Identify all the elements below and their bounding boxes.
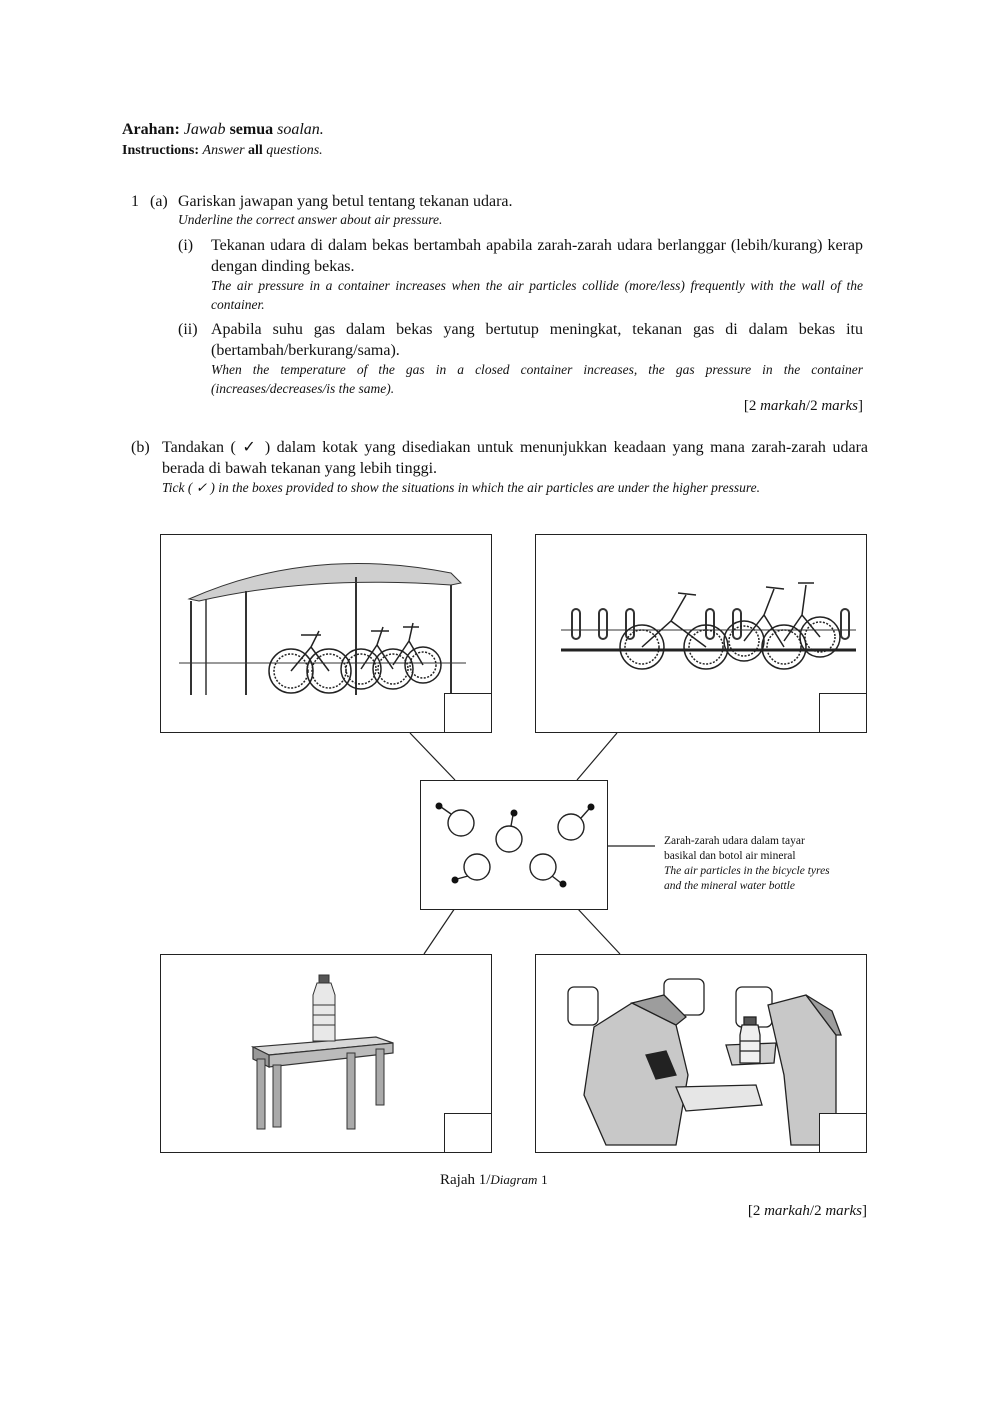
bicycle-shelter-illustration <box>161 535 491 732</box>
bicycle-rack-illustration <box>536 535 866 732</box>
image-air-particles <box>420 780 608 910</box>
image-bicycle-rack <box>535 534 867 733</box>
instructions-ms-word1: Jawab <box>183 121 226 138</box>
part-b-marks <box>748 1203 867 1220</box>
part-b-marks-open: [2 <box>747 1203 761 1219</box>
caption-number: 1 <box>541 1172 548 1187</box>
bottle-table-illustration <box>161 955 491 1152</box>
part-b-marks-ms: markah <box>764 1203 810 1219</box>
tick-box-bottle-table[interactable] <box>444 1113 491 1152</box>
tick-box-bottle-car[interactable] <box>819 1113 866 1152</box>
part-a-ms: Gariskan jawapan yang betul tentang tekanan udara. <box>178 193 513 210</box>
particles-callout <box>664 834 834 894</box>
part-a-ii-en: When the temperature of the gas in a closed container increases, the gas pressure in the container (increases/decreases/is the same). <box>211 362 863 396</box>
caption-en: Diagram <box>490 1172 538 1187</box>
part-a-label: (a) <box>150 193 168 210</box>
instructions-ms-label: Arahan: <box>122 121 180 138</box>
part-b-ms: Tandakan ( ✓ ) dalam kotak yang disediakan untuk menunjukkan keadaan yang mana zarah-zarah udara berada di bawah tekanan yang lebih tinggi. <box>162 439 868 477</box>
callout-en: The air particles in the bicycle tyres and the mineral water bottle <box>664 865 830 892</box>
image-bottle-on-table <box>160 954 492 1153</box>
diagram-caption <box>440 1172 548 1189</box>
instructions-ms-word3: soalan. <box>277 121 324 138</box>
part-b-label: (b) <box>131 439 150 456</box>
instructions-en-word1: Answer <box>202 143 245 158</box>
callout-ms: Zarah-zarah udara dalam tayar basikal dan botol air mineral <box>664 835 805 862</box>
tick-box-bicycle-rack[interactable] <box>819 693 866 732</box>
part-b-marks-close: ] <box>862 1203 867 1219</box>
question-number: 1 <box>131 193 139 210</box>
part-b-en: Tick ( ✓ ) in the boxes provided to show the situations in which the air particles are under the higher pressure. <box>162 480 760 495</box>
image-bottle-in-car <box>535 954 867 1153</box>
part-a-marks-ms: markah <box>760 398 806 414</box>
part-a-i-ms: Tekanan udara di dalam bekas bertambah apabila zarah-zarah udara berlanggar (lebih/kurang) kerap dengan dinding bekas. <box>211 237 863 275</box>
part-a-en: Underline the correct answer about air pressure. <box>178 212 443 227</box>
part-a-marks-sep: /2 <box>805 398 818 414</box>
part-a-marks-close: ] <box>858 398 863 414</box>
image-bicycle-shelter <box>160 534 492 733</box>
part-b-marks-sep: /2 <box>809 1203 822 1219</box>
part-a-marks-en: marks <box>821 398 858 414</box>
part-a-i-label: (i) <box>178 237 194 254</box>
part-b-marks-en: marks <box>825 1203 862 1219</box>
part-a-ii-ms: Apabila suhu gas dalam bekas yang bertutup meningkat, tekanan gas di dalam bekas itu (bertambah/berkurang/sama). <box>211 321 863 359</box>
tick-box-bicycle-shelter[interactable] <box>444 693 491 732</box>
caption-ms: Rajah 1/ <box>440 1172 491 1188</box>
bottle-car-illustration <box>536 955 866 1152</box>
part-a-i-en: The air pressure in a container increases when the air particles collide (more/less) frequently with the wall of the container. <box>211 278 863 312</box>
instructions-en-label: Instructions: <box>122 143 200 158</box>
part-a-marks-open: [2 <box>743 398 757 414</box>
instructions-ms-word2: semua <box>229 121 274 138</box>
air-particles-illustration <box>421 781 607 909</box>
instructions-en-word2: all <box>248 143 263 158</box>
instructions-en-word3: questions. <box>266 143 323 158</box>
part-a-ii-label: (ii) <box>178 321 198 338</box>
